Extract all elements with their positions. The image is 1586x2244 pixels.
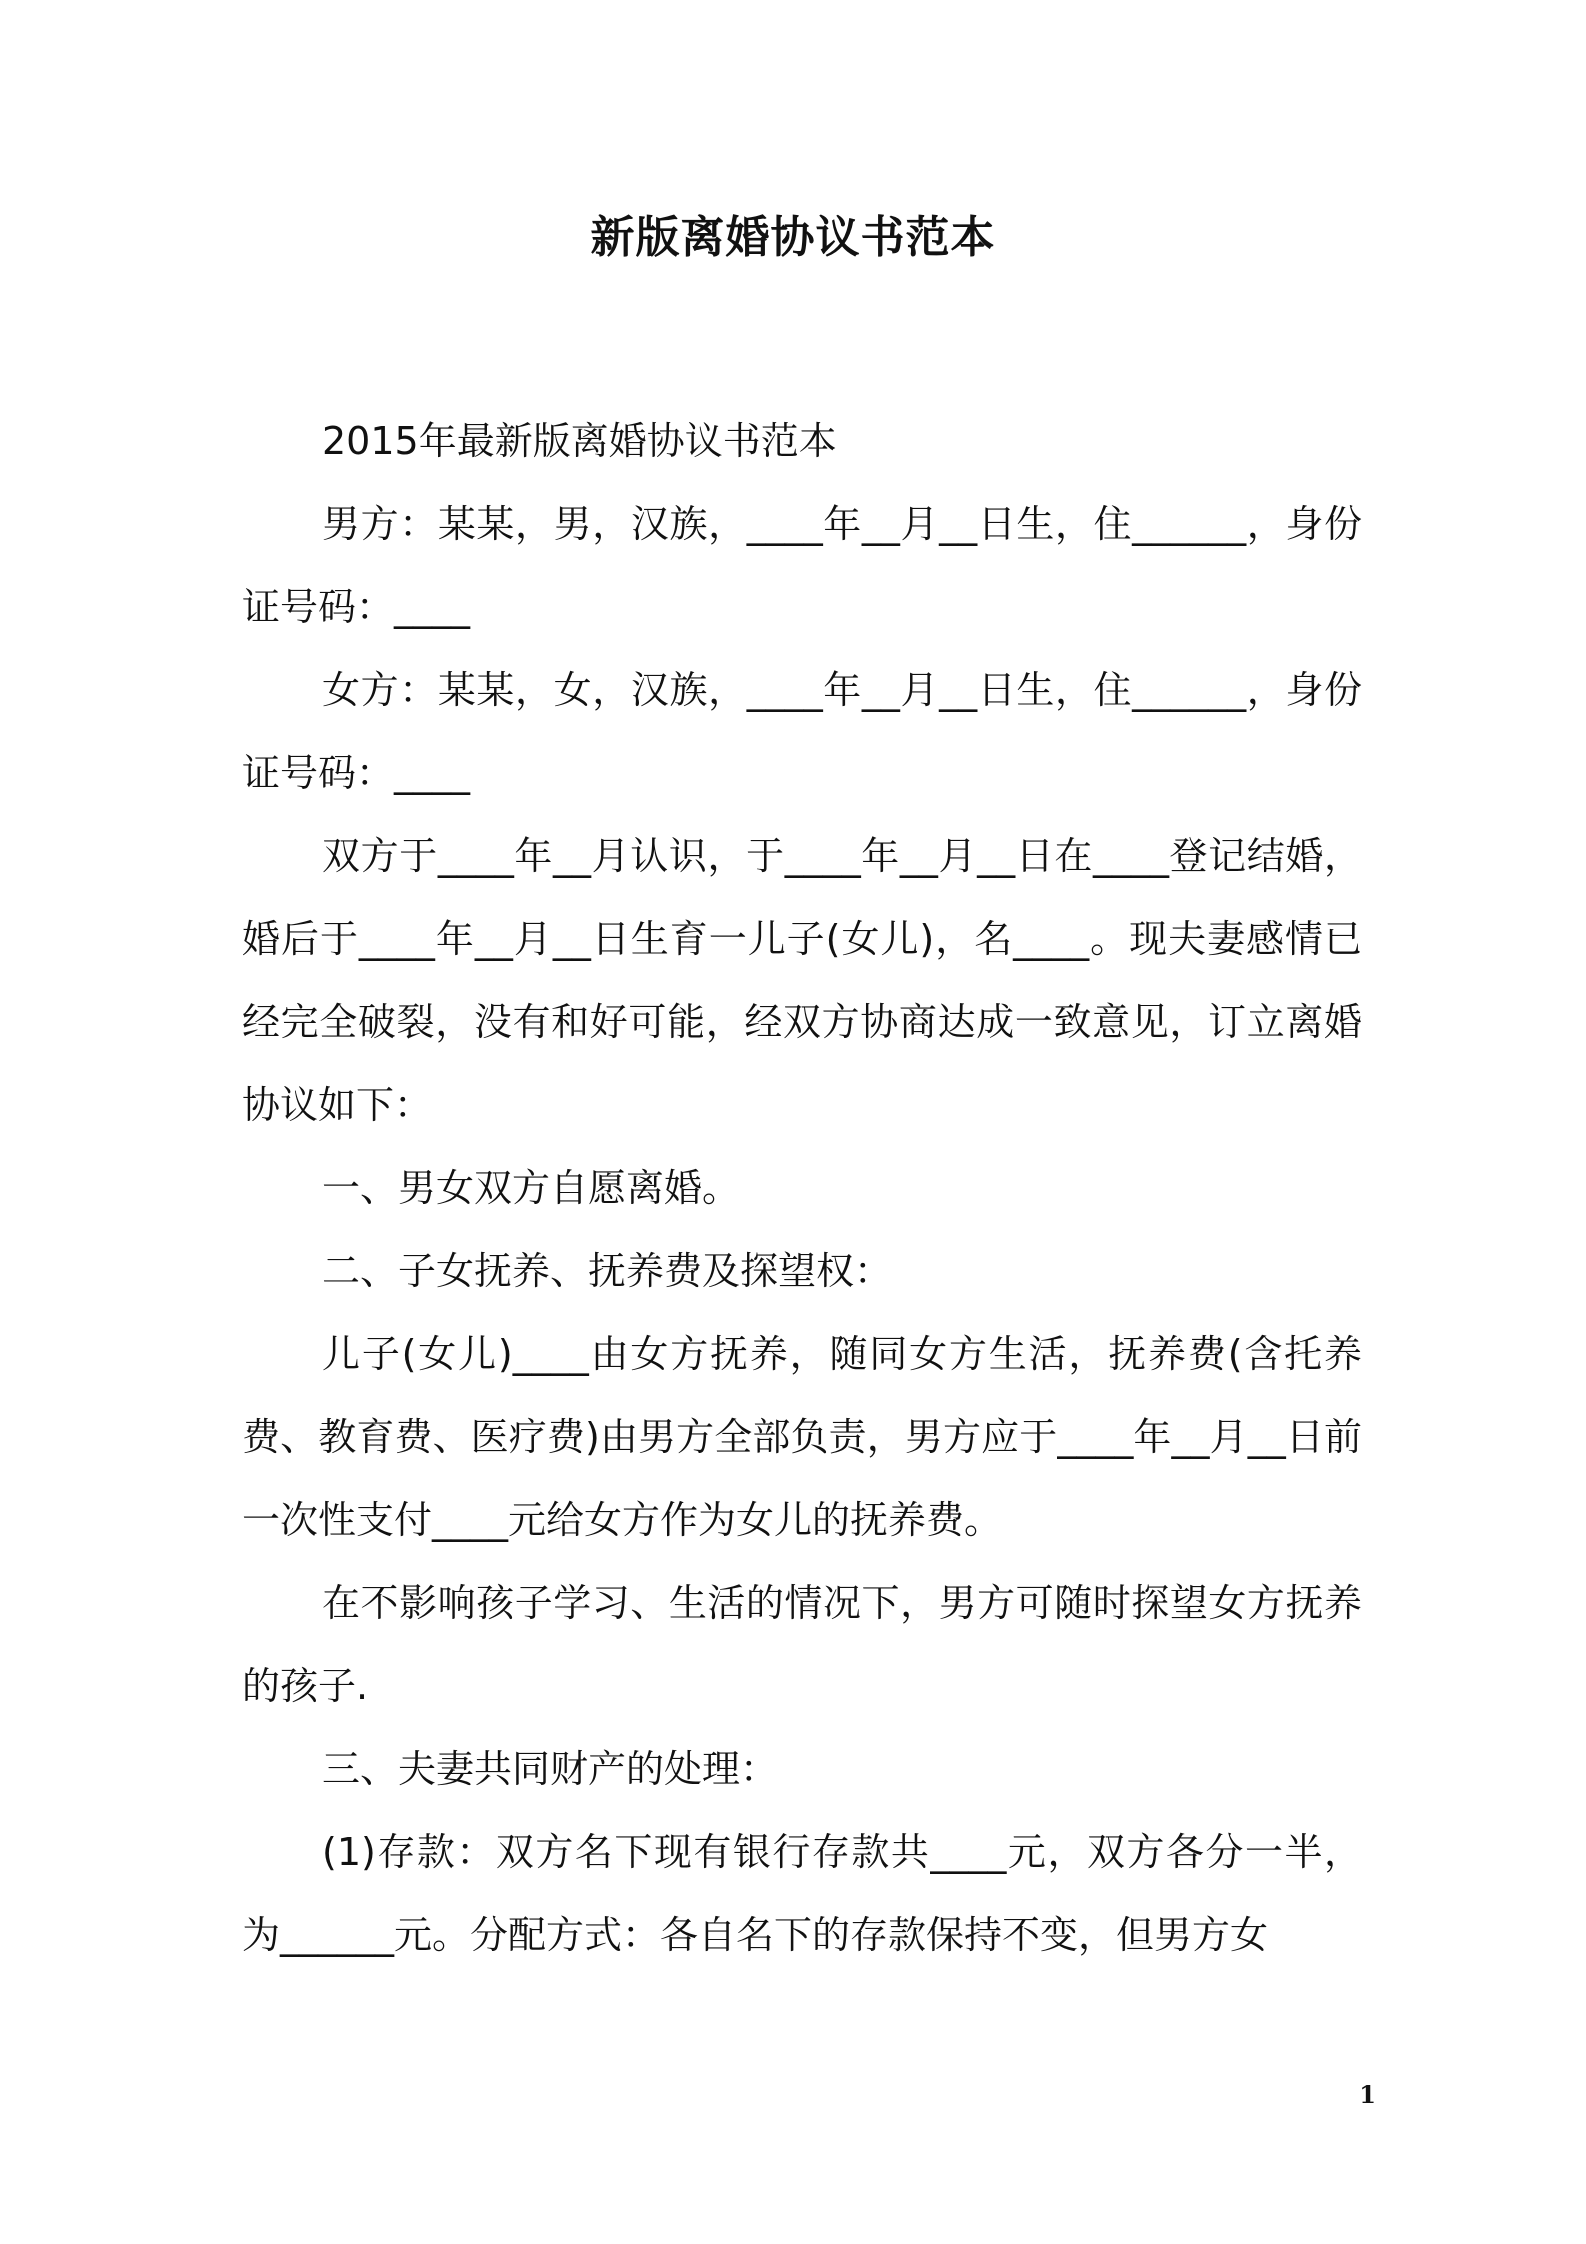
paragraph-savings: (1)存款：双方名下现有银行存款共____元，双方各分一半，为______元。分配方式：各自名下的存款保持不变，但男方女 <box>242 1830 1362 1957</box>
paragraph-heading-line: 2015年最新版离婚协议书范本 <box>322 419 837 463</box>
paragraph-child-custody: 儿子(女儿)____由女方抚养，随同女方生活，抚养费(含托养费、教育费、医疗费)由男方全部负责，男方应于____年__月__日前一次性支付____元给女方作为女儿的抚养费。 <box>242 1332 1362 1542</box>
paragraph-clause-2-heading: 二、子女抚养、抚养费及探望权： <box>322 1249 893 1293</box>
page-number: 1 <box>1359 2080 1376 2109</box>
document-title: 新版离婚协议书范本 <box>590 212 996 263</box>
paragraph-marriage-history: 双方于____年__月认识，于____年__月__日在____登记结婚，婚后于____年__月__日生育一儿子(女儿)，名____。现夫妻感情已经完全破裂，没有和好可能，经双方协商达成一致意见，订立离婚协议如下： <box>242 834 1362 1127</box>
paragraph-visitation: 在不影响孩子学习、生活的情况下，男方可随时探望女方抚养的孩子. <box>242 1581 1362 1708</box>
document-body <box>242 400 1362 1977</box>
paragraph-clause-3-heading: 三、夫妻共同财产的处理： <box>322 1747 779 1791</box>
paragraph-clause-1: 一、男女双方自愿离婚。 <box>322 1166 741 1210</box>
paragraph-female-party: 女方：某某，女，汉族，____年__月__日生，住______，身份证号码：____ <box>242 668 1362 795</box>
paragraph-male-party: 男方：某某，男，汉族，____年__月__日生，住______，身份证号码：____ <box>242 502 1362 629</box>
